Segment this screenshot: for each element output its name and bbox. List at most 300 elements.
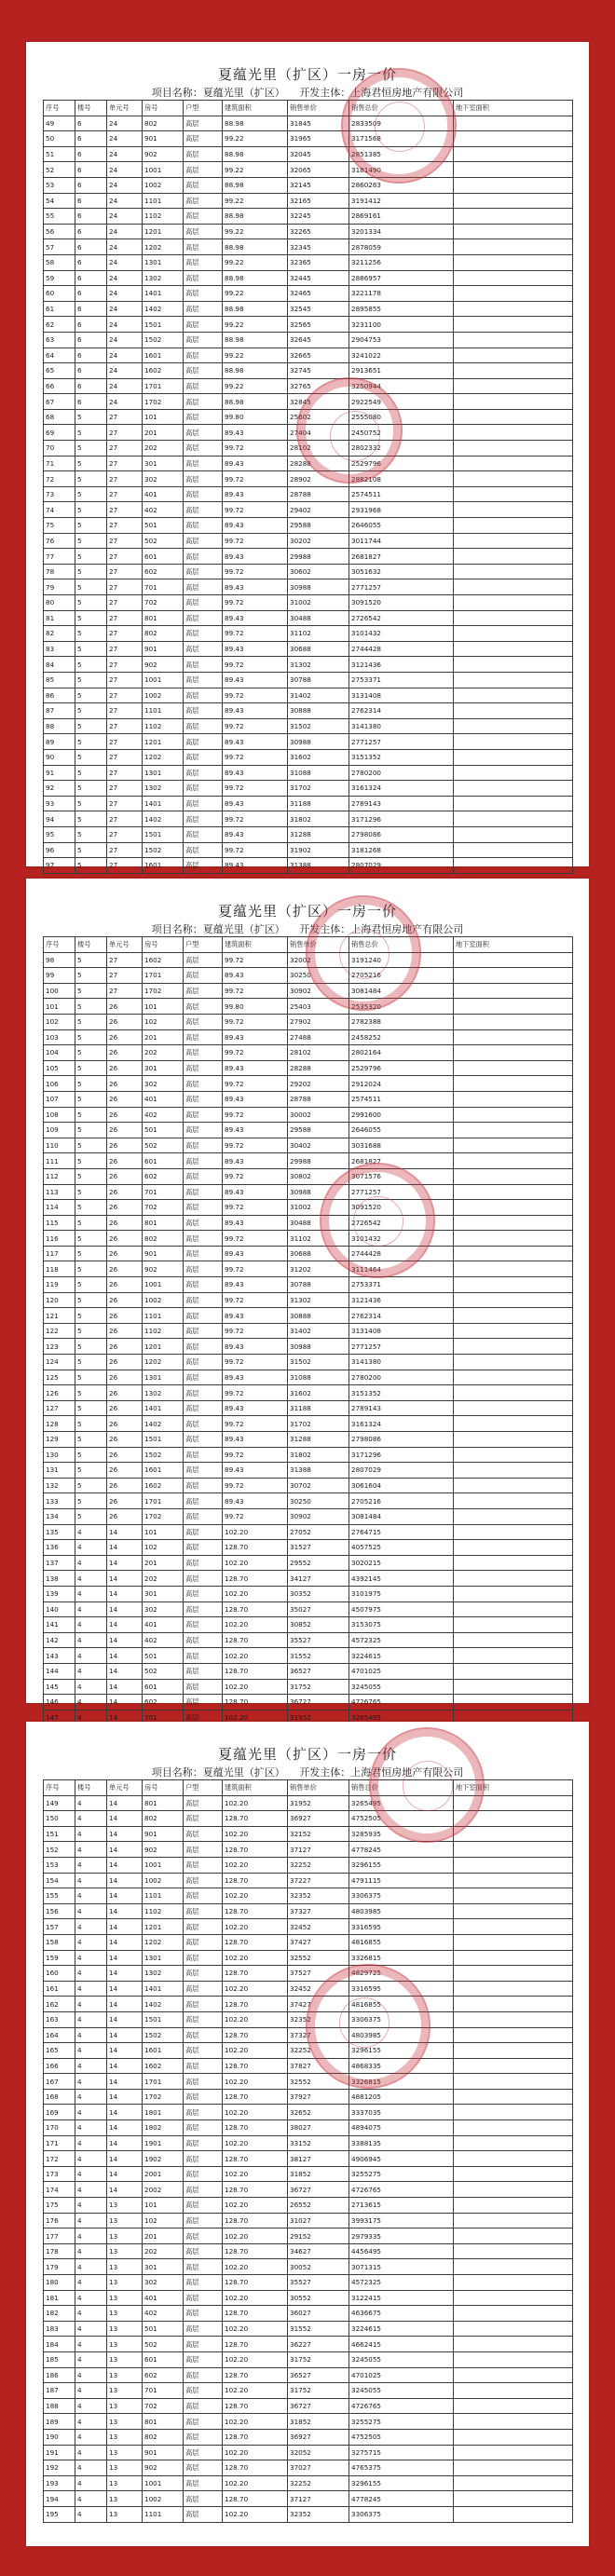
- cell-unit: 14: [107, 1981, 143, 1997]
- cell-type: 高层: [184, 1873, 223, 1888]
- cell-unit-price: 32052: [288, 2445, 349, 2460]
- cell-type: 高层: [184, 1795, 223, 1811]
- cell-unit: 27: [107, 533, 143, 549]
- cell-building: 6: [75, 116, 107, 131]
- cell-unit: 14: [107, 2027, 143, 2043]
- cell-seq: 134: [44, 1508, 75, 1524]
- cell-building: 4: [75, 2460, 107, 2476]
- cell-building: 4: [75, 1679, 107, 1695]
- cell-unit-price: 32652: [288, 2105, 349, 2120]
- cell-seq: 166: [44, 2058, 75, 2074]
- cell-unit-price: 37527: [288, 1966, 349, 1982]
- cell-seq: 176: [44, 2213, 75, 2228]
- cell-area: 99.72: [223, 1416, 288, 1432]
- column-header-area: 建筑面积: [223, 101, 288, 116]
- cell-seq: 169: [44, 2105, 75, 2120]
- cell-room: 601: [143, 2351, 184, 2367]
- cell-building: 5: [75, 1385, 107, 1401]
- table-row: [44, 703, 573, 719]
- cell-building: 4: [75, 2290, 107, 2306]
- cell-unit-price: 32045: [288, 146, 349, 162]
- cell-building: 5: [75, 1029, 107, 1045]
- cell-area: 89.43: [223, 1060, 288, 1076]
- table-row: [44, 1261, 573, 1277]
- cell-unit: 27: [107, 858, 143, 874]
- table-row: [44, 1184, 573, 1200]
- cell-room: 502: [143, 1663, 184, 1679]
- cell-area: 99.80: [223, 409, 288, 425]
- cell-total-price: 2713615: [349, 2198, 454, 2214]
- cell-seq: 76: [44, 533, 75, 549]
- cell-building: 4: [75, 2105, 107, 2120]
- cell-type: 高层: [184, 502, 223, 518]
- column-header-unit: 单元号: [107, 937, 143, 953]
- cell-total-price: 2646055: [349, 518, 454, 534]
- cell-total-price: 3071315: [349, 2259, 454, 2275]
- cell-total-price: 3153075: [349, 1617, 454, 1633]
- table-row: [44, 394, 573, 410]
- cell-basement-area: [454, 1323, 573, 1339]
- cell-type: 高层: [184, 378, 223, 394]
- cell-unit: 14: [107, 1679, 143, 1695]
- table-row: [44, 1246, 573, 1261]
- cell-type: 高层: [184, 1571, 223, 1587]
- cell-unit: 24: [107, 239, 143, 255]
- cell-basement-area: [454, 983, 573, 999]
- developer-name: 开发主体：上海君恒房地产有限公司: [299, 1766, 464, 1779]
- cell-unit-price: 30802: [288, 1168, 349, 1184]
- table-row: [44, 858, 573, 874]
- cell-building: 4: [75, 2383, 107, 2399]
- cell-unit: 27: [107, 983, 143, 999]
- cell-area: 89.43: [223, 1277, 288, 1293]
- table-row: [44, 1463, 573, 1479]
- cell-total-price: 3306375: [349, 2506, 454, 2522]
- column-header-unit: 单元号: [107, 101, 143, 116]
- cell-seq: 107: [44, 1091, 75, 1107]
- table-row: [44, 1107, 573, 1123]
- cell-room: 1402: [143, 1416, 184, 1432]
- cell-area: 102.20: [223, 2043, 288, 2059]
- cell-building: 5: [75, 533, 107, 549]
- cell-room: 702: [143, 595, 184, 611]
- cell-total-price: 3161324: [349, 781, 454, 797]
- cell-unit: 14: [107, 2011, 143, 2027]
- cell-seq: 159: [44, 1950, 75, 1966]
- cell-room: 902: [143, 1261, 184, 1277]
- cell-seq: 57: [44, 239, 75, 255]
- table-row: [44, 332, 573, 348]
- cell-room: 102: [143, 2213, 184, 2228]
- cell-room: 502: [143, 1138, 184, 1153]
- cell-type: 高层: [184, 796, 223, 811]
- cell-unit-price: 37427: [288, 1997, 349, 2012]
- cell-area: 128.70: [223, 1842, 288, 1858]
- cell-building: 4: [75, 1966, 107, 1982]
- cell-area: 99.72: [223, 471, 288, 487]
- cell-unit-price: 31088: [288, 1370, 349, 1385]
- cell-total-price: 2798086: [349, 826, 454, 842]
- cell-type: 高层: [184, 193, 223, 209]
- column-header-room: 房号: [143, 101, 184, 116]
- cell-type: 高层: [184, 146, 223, 162]
- table-row: [44, 1277, 573, 1293]
- cell-type: 高层: [184, 2043, 223, 2059]
- cell-basement-area: [454, 811, 573, 827]
- cell-basement-area: [454, 1795, 573, 1811]
- cell-total-price: 2753371: [349, 672, 454, 688]
- cell-building: 4: [75, 1997, 107, 2012]
- table-row: [44, 2491, 573, 2507]
- cell-type: 高层: [184, 1997, 223, 2012]
- cell-building: 4: [75, 1632, 107, 1648]
- cell-building: 6: [75, 332, 107, 348]
- cell-unit-price: 30202: [288, 533, 349, 549]
- cell-basement-area: [454, 2445, 573, 2460]
- cell-seq: 193: [44, 2475, 75, 2491]
- column-header-unit: 单元号: [107, 1780, 143, 1796]
- cell-unit: 24: [107, 332, 143, 348]
- cell-type: 高层: [184, 688, 223, 703]
- table-row: [44, 1617, 573, 1633]
- cell-total-price: 2789143: [349, 796, 454, 811]
- cell-type: 高层: [184, 1826, 223, 1842]
- cell-total-price: 3011744: [349, 533, 454, 549]
- cell-area: 89.43: [223, 641, 288, 657]
- cell-basement-area: [454, 2120, 573, 2136]
- cell-area: 128.70: [223, 2120, 288, 2136]
- cell-area: 88.98: [223, 332, 288, 348]
- document-title: 夏蕴光里（扩区）一房一价: [217, 1746, 397, 1763]
- cell-seq: 113: [44, 1184, 75, 1200]
- cell-area: 102.20: [223, 2445, 288, 2460]
- cell-seq: 131: [44, 1463, 75, 1479]
- cell-seq: 165: [44, 2043, 75, 2059]
- cell-area: 128.70: [223, 2243, 288, 2259]
- table-row: [44, 2398, 573, 2414]
- cell-type: 高层: [184, 486, 223, 502]
- cell-building: 5: [75, 842, 107, 858]
- cell-room: 1302: [143, 781, 184, 797]
- cell-unit: 14: [107, 1811, 143, 1827]
- cell-room: 1402: [143, 1997, 184, 2012]
- cell-unit-price: 31802: [288, 811, 349, 827]
- cell-unit: 26: [107, 1246, 143, 1261]
- cell-building: 5: [75, 1215, 107, 1231]
- cell-area: 99.72: [223, 626, 288, 642]
- cell-room: 201: [143, 425, 184, 441]
- cell-total-price: 4507975: [349, 1601, 454, 1617]
- cell-building: 5: [75, 1184, 107, 1200]
- cell-type: 高层: [184, 2414, 223, 2430]
- cell-unit-price: 29202: [288, 1076, 349, 1092]
- cell-building: 4: [75, 2275, 107, 2291]
- cell-area: 102.20: [223, 1617, 288, 1633]
- cell-total-price: 2860263: [349, 177, 454, 193]
- cell-area: 89.43: [223, 518, 288, 534]
- cell-total-price: 2807029: [349, 1463, 454, 1479]
- cell-building: 4: [75, 1540, 107, 1556]
- cell-basement-area: [454, 2166, 573, 2182]
- cell-basement-area: [454, 2074, 573, 2090]
- table-row: [44, 1795, 573, 1811]
- cell-unit-price: 30402: [288, 1138, 349, 1153]
- table-row: [44, 1355, 573, 1370]
- table-row: [44, 2414, 573, 2430]
- cell-total-price: 4701025: [349, 2367, 454, 2383]
- cell-room: 1201: [143, 734, 184, 750]
- cell-total-price: 3326815: [349, 2074, 454, 2090]
- cell-area: 99.72: [223, 1076, 288, 1092]
- cell-seq: 192: [44, 2460, 75, 2476]
- cell-total-price: 3255275: [349, 2166, 454, 2182]
- table-row: [44, 765, 573, 781]
- cell-area: 102.20: [223, 2074, 288, 2090]
- cell-seq: 58: [44, 254, 75, 270]
- cell-unit: 14: [107, 1663, 143, 1679]
- cell-building: 4: [75, 1811, 107, 1827]
- cell-unit-price: 36027: [288, 2306, 349, 2322]
- cell-area: 99.72: [223, 1323, 288, 1339]
- cell-total-price: 2780200: [349, 1370, 454, 1385]
- cell-room: 1302: [143, 270, 184, 286]
- cell-unit-price: 31288: [288, 826, 349, 842]
- cell-building: 5: [75, 718, 107, 734]
- cell-room: 802: [143, 2429, 184, 2445]
- cell-seq: 132: [44, 1478, 75, 1493]
- cell-basement-area: [454, 1555, 573, 1571]
- cell-type: 高层: [184, 1679, 223, 1695]
- cell-seq: 98: [44, 952, 75, 968]
- cell-basement-area: [454, 858, 573, 874]
- cell-building: 4: [75, 2429, 107, 2445]
- cell-building: 4: [75, 1695, 107, 1711]
- cell-unit-price: 32365: [288, 254, 349, 270]
- cell-basement-area: [454, 1679, 573, 1695]
- cell-total-price: 2798086: [349, 1432, 454, 1448]
- cell-seq: 138: [44, 1571, 75, 1587]
- document-meta: [26, 1765, 589, 1779]
- document-meta: [26, 85, 589, 100]
- cell-unit-price: 28902: [288, 471, 349, 487]
- table-row: [44, 2182, 573, 2198]
- cell-seq: 61: [44, 301, 75, 317]
- cell-type: 高层: [184, 1463, 223, 1479]
- cell-unit: 26: [107, 1261, 143, 1277]
- cell-area: 128.70: [223, 2460, 288, 2476]
- cell-building: 5: [75, 1153, 107, 1169]
- cell-seq: 87: [44, 703, 75, 719]
- cell-area: 88.98: [223, 270, 288, 286]
- cell-basement-area: [454, 2058, 573, 2074]
- cell-area: 102.20: [223, 2383, 288, 2399]
- cell-basement-area: [454, 1873, 573, 1888]
- cell-type: 高层: [184, 1478, 223, 1493]
- cell-type: 高层: [184, 968, 223, 984]
- cell-area: 102.20: [223, 2414, 288, 2430]
- cell-seq: 56: [44, 224, 75, 239]
- cell-total-price: 3316595: [349, 1919, 454, 1935]
- cell-unit-price: 31388: [288, 1463, 349, 1479]
- cell-total-price: 3171296: [349, 811, 454, 827]
- cell-basement-area: [454, 1601, 573, 1617]
- cell-building: 5: [75, 549, 107, 565]
- cell-building: 6: [75, 177, 107, 193]
- cell-total-price: 3181268: [349, 842, 454, 858]
- cell-building: 4: [75, 1888, 107, 1904]
- cell-type: 高层: [184, 1355, 223, 1370]
- cell-basement-area: [454, 2151, 573, 2167]
- cell-room: 1601: [143, 1463, 184, 1479]
- cell-basement-area: [454, 1292, 573, 1308]
- cell-room: 802: [143, 116, 184, 131]
- cell-room: 1601: [143, 2043, 184, 2059]
- cell-total-price: 3388135: [349, 2135, 454, 2151]
- cell-type: 高层: [184, 2398, 223, 2414]
- cell-seq: 101: [44, 999, 75, 1015]
- cell-basement-area: [454, 657, 573, 673]
- cell-room: 502: [143, 533, 184, 549]
- cell-total-price: 3141380: [349, 718, 454, 734]
- cell-area: 99.22: [223, 162, 288, 178]
- cell-unit-price: 29402: [288, 502, 349, 518]
- table-row: [44, 2367, 573, 2383]
- cell-seq: 143: [44, 1648, 75, 1664]
- cell-area: 89.43: [223, 796, 288, 811]
- table-row: [44, 2506, 573, 2522]
- cell-building: 6: [75, 254, 107, 270]
- cell-total-price: 4636675: [349, 2306, 454, 2322]
- cell-unit-price: 26552: [288, 2198, 349, 2214]
- cell-room: 1102: [143, 718, 184, 734]
- cell-seq: 60: [44, 286, 75, 302]
- cell-total-price: 3181490: [349, 162, 454, 178]
- cell-total-price: 2705216: [349, 968, 454, 984]
- cell-seq: 78: [44, 564, 75, 579]
- cell-type: 高层: [184, 2445, 223, 2460]
- cell-room: 1602: [143, 363, 184, 379]
- cell-unit: 27: [107, 765, 143, 781]
- table-row: [44, 1370, 573, 1385]
- cell-area: 89.43: [223, 765, 288, 781]
- cell-area: 88.98: [223, 146, 288, 162]
- cell-building: 4: [75, 1663, 107, 1679]
- cell-basement-area: [454, 1215, 573, 1231]
- cell-seq: 162: [44, 1997, 75, 2012]
- cell-area: 102.20: [223, 1648, 288, 1664]
- cell-type: 高层: [184, 2337, 223, 2352]
- cell-total-price: 2574511: [349, 1091, 454, 1107]
- developer-name: 开发主体：上海君恒房地产有限公司: [299, 87, 464, 99]
- cell-total-price: 2726542: [349, 1215, 454, 1231]
- table-row: [44, 131, 573, 147]
- cell-building: 4: [75, 2151, 107, 2167]
- cell-unit: 14: [107, 1826, 143, 1842]
- cell-room: 101: [143, 1524, 184, 1540]
- table-row: [44, 2259, 573, 2275]
- cell-type: 高层: [184, 1966, 223, 1982]
- cell-building: 5: [75, 1308, 107, 1324]
- cell-type: 高层: [184, 2120, 223, 2136]
- cell-basement-area: [454, 224, 573, 239]
- cell-area: 99.72: [223, 749, 288, 765]
- cell-type: 高层: [184, 425, 223, 441]
- cell-area: 128.70: [223, 1811, 288, 1827]
- cell-room: 302: [143, 1076, 184, 1092]
- cell-building: 5: [75, 703, 107, 719]
- table-row: [44, 2337, 573, 2352]
- table-row: [44, 749, 573, 765]
- cell-area: 102.20: [223, 2506, 288, 2522]
- cell-area: 128.70: [223, 1903, 288, 1919]
- cell-basement-area: [454, 1029, 573, 1045]
- cell-type: 高层: [184, 1168, 223, 1184]
- cell-building: 4: [75, 2475, 107, 2491]
- cell-basement-area: [454, 2275, 573, 2291]
- cell-unit-price: 31002: [288, 1200, 349, 1216]
- cell-basement-area: [454, 270, 573, 286]
- cell-type: 高层: [184, 1811, 223, 1827]
- table-body: [44, 1795, 573, 2522]
- cell-type: 高层: [184, 2166, 223, 2182]
- cell-room: 202: [143, 1045, 184, 1061]
- cell-type: 高层: [184, 162, 223, 178]
- cell-room: 402: [143, 1632, 184, 1648]
- cell-basement-area: [454, 688, 573, 703]
- cell-basement-area: [454, 1648, 573, 1664]
- cell-unit: 27: [107, 471, 143, 487]
- cell-unit: 26: [107, 1014, 143, 1029]
- cell-total-price: 4803985: [349, 1903, 454, 1919]
- cell-unit: 13: [107, 2321, 143, 2337]
- cell-unit-price: 25602: [288, 409, 349, 425]
- cell-seq: 178: [44, 2243, 75, 2259]
- cell-basement-area: [454, 394, 573, 410]
- cell-building: 6: [75, 239, 107, 255]
- cell-seq: 168: [44, 2089, 75, 2105]
- cell-area: 99.72: [223, 1168, 288, 1184]
- cell-area: 128.70: [223, 2337, 288, 2352]
- cell-basement-area: [454, 1168, 573, 1184]
- table-row: [44, 2306, 573, 2322]
- cell-basement-area: [454, 1076, 573, 1092]
- cell-unit-price: 31802: [288, 1447, 349, 1463]
- cell-area: 89.43: [223, 1339, 288, 1355]
- cell-area: 89.43: [223, 858, 288, 874]
- cell-basement-area: [454, 317, 573, 333]
- cell-unit-price: 28788: [288, 1091, 349, 1107]
- cell-type: 高层: [184, 456, 223, 471]
- cell-total-price: 3285935: [349, 1826, 454, 1842]
- cell-basement-area: [454, 502, 573, 518]
- column-header-area: 建筑面积: [223, 1780, 288, 1796]
- cell-room: 801: [143, 1795, 184, 1811]
- document-page-2: [26, 879, 589, 1722]
- cell-area: 102.20: [223, 2011, 288, 2027]
- cell-room: 501: [143, 1648, 184, 1664]
- cell-unit-price: 31852: [288, 2166, 349, 2182]
- cell-seq: 121: [44, 1308, 75, 1324]
- table-row: [44, 1950, 573, 1966]
- cell-area: 102.20: [223, 1710, 288, 1725]
- cell-seq: 99: [44, 968, 75, 984]
- cell-total-price: 3081484: [349, 983, 454, 999]
- cell-building: 5: [75, 734, 107, 750]
- cell-basement-area: [454, 2228, 573, 2244]
- cell-basement-area: [454, 1966, 573, 1982]
- cell-seq: 164: [44, 2027, 75, 2043]
- cell-building: 5: [75, 999, 107, 1015]
